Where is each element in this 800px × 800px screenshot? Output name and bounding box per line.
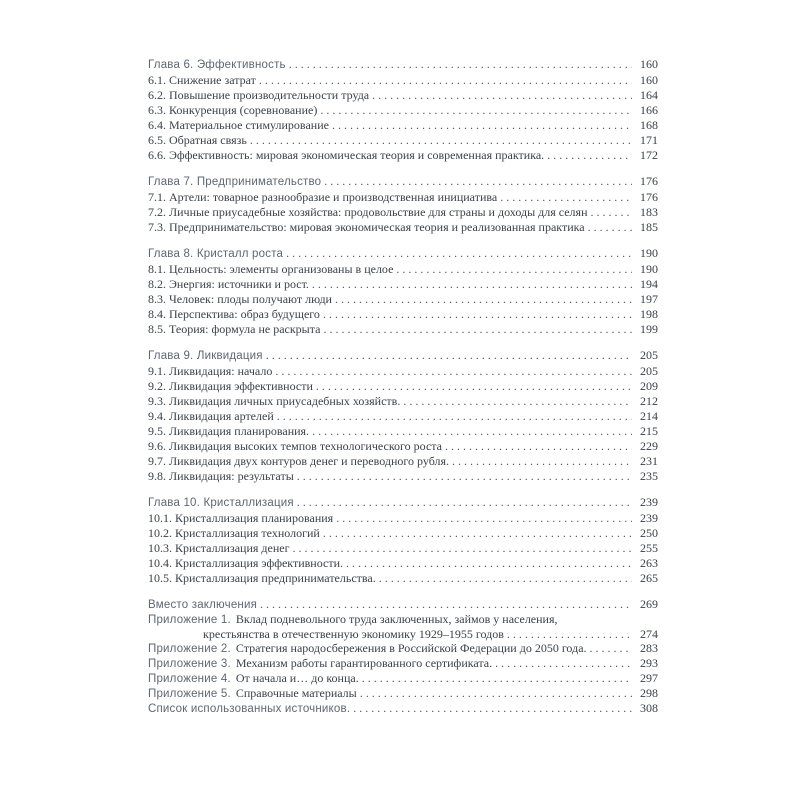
dot-leader bbox=[369, 88, 632, 103]
entry-title: Механизм работы гарантированного сертификата. bbox=[235, 656, 493, 670]
dot-leader bbox=[294, 469, 632, 484]
entry-title: 9.5. Ликвидация планирования. bbox=[148, 424, 310, 438]
dot-leader bbox=[247, 133, 632, 148]
page-number: 209 bbox=[640, 379, 658, 393]
dot-leader bbox=[343, 556, 632, 571]
chapter-title: Глава 7. Предпринимательство bbox=[148, 176, 322, 188]
toc-conclusion-entry bbox=[148, 597, 658, 612]
toc-appendix-entry bbox=[148, 641, 658, 656]
entry-title: 9.8. Ликвидация: результаты bbox=[148, 469, 294, 483]
toc-chapter-heading bbox=[148, 57, 658, 73]
dot-leader bbox=[504, 627, 632, 641]
dot-leader bbox=[357, 686, 632, 700]
page-number: 199 bbox=[640, 322, 658, 336]
toc-entry bbox=[148, 394, 658, 409]
entry-title: Справочные материалы bbox=[235, 686, 357, 700]
toc-entry bbox=[148, 148, 658, 163]
dot-leader bbox=[587, 641, 632, 655]
page-number: 255 bbox=[640, 541, 658, 555]
entry-title: 7.1. Артели: товарное разнообразие и производственная инициатива bbox=[148, 190, 498, 204]
page-number: 197 bbox=[640, 292, 658, 306]
page-number: 166 bbox=[640, 103, 658, 117]
page-number: 194 bbox=[640, 277, 658, 291]
toc-appendix-entry bbox=[148, 612, 658, 627]
entry-title: 6.1. Снижение затрат bbox=[148, 73, 256, 87]
page-number: 164 bbox=[640, 88, 658, 102]
toc-entry bbox=[148, 439, 658, 454]
toc-section bbox=[148, 57, 658, 163]
toc-entry bbox=[148, 133, 658, 148]
dot-leader bbox=[309, 424, 632, 439]
dot-leader bbox=[329, 118, 632, 133]
toc-section bbox=[148, 348, 658, 484]
toc-entry bbox=[148, 556, 658, 571]
dot-leader bbox=[333, 511, 632, 526]
entry-title: 9.2. Ликвидация эффективности bbox=[148, 379, 313, 393]
page-number: 176 bbox=[640, 190, 658, 204]
dot-leader bbox=[359, 671, 632, 685]
dot-leader bbox=[449, 454, 632, 469]
chapter-title: Глава 8. Кристалл роста bbox=[148, 248, 284, 260]
toc-chapter-heading bbox=[148, 174, 658, 190]
dot-leader bbox=[320, 307, 632, 322]
chapter-title: Глава 6. Эффективность bbox=[148, 59, 286, 71]
page-number: 250 bbox=[640, 526, 658, 540]
entry-title: 6.3. Конкуренция (соревнование) bbox=[148, 103, 318, 117]
page-number: 160 bbox=[640, 73, 658, 87]
toc-entry bbox=[148, 322, 658, 337]
page-number: 239 bbox=[640, 495, 658, 509]
toc-entry bbox=[148, 88, 658, 103]
entry-title: крестьянства в отечественную экономику 1929–1955 годов bbox=[203, 627, 504, 641]
page-number: 185 bbox=[640, 220, 658, 234]
entry-title: 10.1. Кристаллизация планирования bbox=[148, 511, 334, 525]
toc-closing-block bbox=[148, 597, 658, 716]
toc-appendix-entry bbox=[148, 671, 658, 686]
entry-title: 7.2. Личные приусадебные хозяйства: продовольствие для страны и доходы для селян bbox=[148, 205, 588, 219]
page-number: 229 bbox=[640, 439, 658, 453]
entry-title: 7.3. Предпринимательство: мировая экономическая теория и реализованная практика bbox=[148, 220, 585, 234]
toc-appendix-entry-continuation bbox=[203, 627, 658, 641]
page-number: 190 bbox=[640, 262, 658, 276]
dot-leader bbox=[290, 541, 632, 556]
toc-entry bbox=[148, 469, 658, 484]
dot-leader bbox=[272, 364, 632, 379]
entry-title: Вклад подневольного труда заключенных, займов у населения, bbox=[235, 612, 558, 626]
toc-entry bbox=[148, 190, 658, 205]
toc-entry bbox=[148, 118, 658, 133]
toc-entry bbox=[148, 103, 658, 118]
toc-entry bbox=[148, 205, 658, 220]
appendix-prefix: Приложение 3. bbox=[148, 658, 231, 670]
entry-title: От начала и… до конца. bbox=[235, 671, 359, 685]
appendix-prefix: Приложение 4. bbox=[148, 673, 231, 685]
entry-title: 8.1. Цельность: элементы организованы в целое bbox=[148, 262, 394, 276]
entry-title: Вместо заключения bbox=[148, 599, 258, 611]
entry-title: 9.3. Ликвидация личных приусадебных хозяйств. bbox=[148, 394, 401, 408]
toc-entry bbox=[148, 262, 658, 277]
page-number: 168 bbox=[640, 118, 658, 132]
page-number: 205 bbox=[640, 348, 658, 362]
page-number: 205 bbox=[640, 364, 658, 378]
dot-leader bbox=[256, 73, 632, 88]
page-number: 263 bbox=[640, 556, 658, 570]
chapter-title: Глава 9. Ликвидация bbox=[148, 350, 263, 362]
toc-chapter-heading bbox=[148, 246, 658, 262]
page-number: 308 bbox=[640, 701, 658, 715]
page-number: 160 bbox=[640, 57, 658, 71]
toc-entry bbox=[148, 73, 658, 88]
page-number: 183 bbox=[640, 205, 658, 219]
page-number: 274 bbox=[640, 627, 658, 641]
dot-leader bbox=[263, 348, 632, 363]
page-number: 231 bbox=[640, 454, 658, 468]
dot-leader bbox=[350, 701, 632, 715]
entry-title: 8.3. Человек: плоды получают люди bbox=[148, 292, 332, 306]
entry-title: 9.7. Ликвидация двух контуров денег и переводного рубля. bbox=[148, 454, 450, 468]
entry-title: 9.1. Ликвидация: начало bbox=[148, 364, 273, 378]
toc-appendix-entry bbox=[148, 686, 658, 701]
toc-entry bbox=[148, 220, 658, 235]
entry-title: 8.5. Теория: формула не раскрыта bbox=[148, 322, 321, 336]
toc-entry bbox=[148, 511, 658, 526]
entry-title: 6.4. Материальное стимулирование bbox=[148, 118, 329, 132]
appendix-prefix: Приложение 2. bbox=[148, 643, 231, 655]
entry-title: 10.3. Кристаллизация денег bbox=[148, 541, 290, 555]
toc-entry bbox=[148, 409, 658, 424]
dot-leader bbox=[321, 174, 632, 189]
toc-entry bbox=[148, 541, 658, 556]
chapter-title: Глава 10. Кристаллизация bbox=[148, 497, 294, 509]
appendix-prefix: Приложение 5. bbox=[148, 688, 231, 700]
dot-leader bbox=[400, 394, 632, 409]
page-number: 176 bbox=[640, 174, 658, 188]
entry-title: 6.2. Повышение производительности труда bbox=[148, 88, 370, 102]
page-number: 298 bbox=[640, 686, 658, 700]
entry-title: 10.2. Кристаллизация технологий bbox=[148, 526, 320, 540]
toc-entry bbox=[148, 307, 658, 322]
toc-section bbox=[148, 174, 658, 235]
dot-leader bbox=[294, 495, 632, 510]
toc-chapter-heading bbox=[148, 495, 658, 511]
toc-section bbox=[148, 246, 658, 337]
page-number: 172 bbox=[640, 148, 658, 162]
dot-leader bbox=[320, 322, 632, 337]
toc-appendix-entry bbox=[148, 656, 658, 671]
toc-entry bbox=[148, 571, 658, 586]
page-number: 269 bbox=[640, 597, 658, 611]
entry-title: 6.5. Обратная связь bbox=[148, 133, 247, 147]
page-number: 293 bbox=[640, 656, 658, 670]
entry-title: 10.5. Кристаллизация предпринимательства. bbox=[148, 571, 376, 585]
entry-title: Список использованных источников. bbox=[148, 703, 351, 715]
dot-leader bbox=[332, 292, 632, 307]
entry-title: 10.4. Кристаллизация эффективности. bbox=[148, 556, 344, 570]
page-number: 198 bbox=[640, 307, 658, 321]
dot-leader bbox=[320, 526, 632, 541]
page-number: 214 bbox=[640, 409, 658, 423]
toc-chapter-heading bbox=[148, 348, 658, 364]
toc-sources-entry bbox=[148, 701, 658, 716]
dot-leader bbox=[313, 379, 632, 394]
entry-title: 6.6. Эффективность: мировая экономическая теория и современная практика. bbox=[148, 148, 545, 162]
dot-leader bbox=[588, 205, 633, 220]
toc-entry bbox=[148, 277, 658, 292]
entry-title: 8.2. Энергия: источники и рост. bbox=[148, 277, 309, 291]
page-number: 265 bbox=[640, 571, 658, 585]
dot-leader bbox=[309, 277, 632, 292]
page-number: 215 bbox=[640, 424, 658, 438]
dot-leader bbox=[442, 439, 632, 454]
toc-entry bbox=[148, 424, 658, 439]
toc-section bbox=[148, 495, 658, 586]
dot-leader bbox=[585, 220, 632, 235]
dot-leader bbox=[257, 597, 632, 611]
page-number: 297 bbox=[640, 671, 658, 685]
page-number: 235 bbox=[640, 469, 658, 483]
dot-leader bbox=[544, 148, 632, 163]
dot-leader bbox=[492, 656, 632, 670]
toc-entry bbox=[148, 454, 658, 469]
dot-leader bbox=[274, 409, 632, 424]
dot-leader bbox=[376, 571, 632, 586]
entry-title: Стратегия народосбережения в Российской Федерации до 2050 года. bbox=[235, 641, 587, 655]
entry-title: 8.4. Перспектива: образ будущего bbox=[148, 307, 320, 321]
page-number: 283 bbox=[640, 641, 658, 655]
toc-entry bbox=[148, 364, 658, 379]
dot-leader bbox=[393, 262, 632, 277]
dot-leader bbox=[497, 190, 632, 205]
toc-entry bbox=[148, 292, 658, 307]
page-number: 171 bbox=[640, 133, 658, 147]
entry-title: 9.4. Ликвидация артелей bbox=[148, 409, 274, 423]
toc-entry bbox=[148, 526, 658, 541]
dot-leader bbox=[283, 246, 632, 261]
page-number: 239 bbox=[640, 511, 658, 525]
dot-leader bbox=[317, 103, 632, 118]
appendix-prefix: Приложение 1. bbox=[148, 614, 231, 626]
dot-leader bbox=[286, 57, 632, 72]
toc-entry bbox=[148, 379, 658, 394]
page-number: 190 bbox=[640, 246, 658, 260]
entry-title: 9.6. Ликвидация высоких темпов технологического роста bbox=[148, 439, 443, 453]
page-number: 212 bbox=[640, 394, 658, 408]
